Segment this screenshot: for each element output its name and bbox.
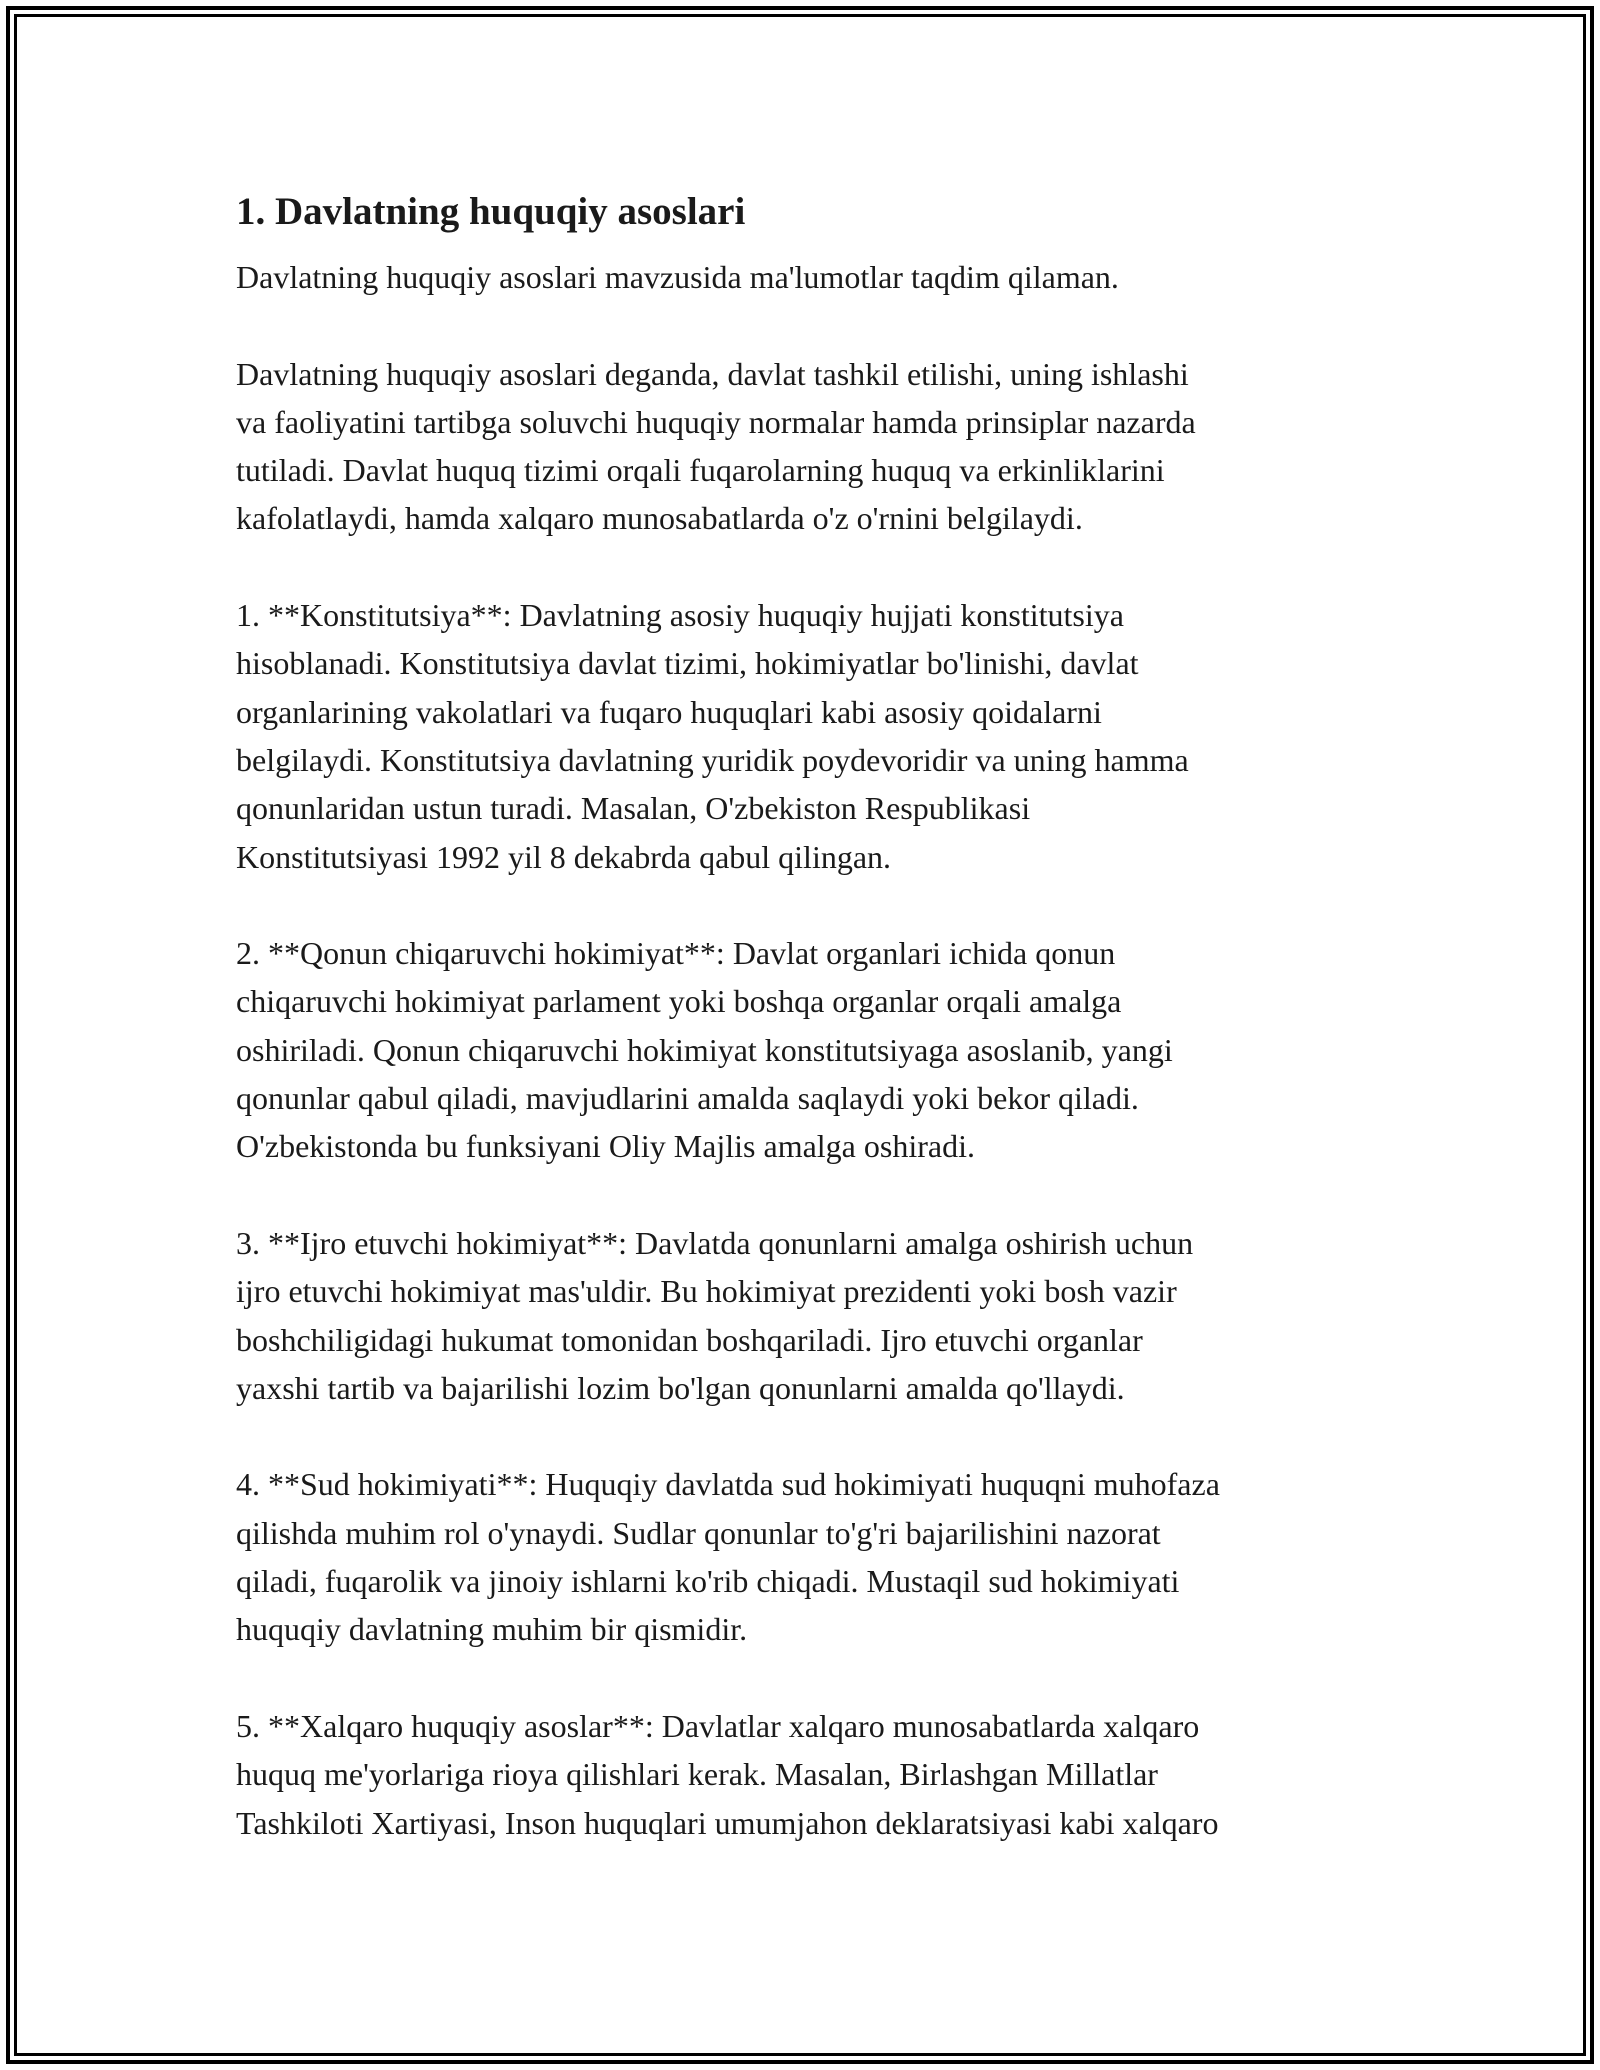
judicial-power-paragraph: 4. **Sud hokimiyati**: Huquqiy davlatda sud hokimiyati huquqni muhofaza qilishda muhim rol o'ynaydi. Sudlar qonunlar to'g'ri bajarilishini nazorat qiladi, fuqarolik va jinoiy ishlarni ko'rib chiqadi. Mustaqil sud hokimiyati huquqiy davlatning muhim bir qismidir. — [236, 1466, 1220, 1648]
document-title: 1. Davlatning huquqiy asoslari — [236, 190, 746, 233]
constitution-paragraph: 1. **Konstitutsiya**: Davlatning asosiy huquqiy hujjati konstitutsiya hisoblanadi. Konstitutsiya davlat tizimi, hokimiyatlar bo'linishi, davlat organlarining vakolatlari va fuqaro huquqlari kabi asosiy qoidalarni belgilaydi. Konstitutsiya davlatning yuridik poydevoridir va uning hamma qonunlaridan ustun turadi. Masalan, O'zbekiston Respublikasi Konstitutsiyasi 1992 yil 8 dekabrda qabul qilingan. — [236, 597, 1189, 875]
document-body — [236, 186, 1376, 1895]
definition-paragraph: Davlatning huquqiy asoslari deganda, davlat tashkil etilishi, uning ishlashi va faoliyatini tartibga soluvchi huquqiy normalar hamda prinsiplar nazarda tutiladi. Davlat huquq tizimi orqali fuqarolarning huquq va erkinliklarini kafolatlaydi, hamda xalqaro munosabatlarda o'z o'rnini belgilaydi. — [236, 355, 1196, 537]
executive-power-paragraph: 3. **Ijro etuvchi hokimiyat**: Davlatda qonunlarni amalga oshirish uchun ijro etuvchi hokimiyat mas'uldir. Bu hokimiyat prezidenti yoki bosh vazir boshchiligidagi hukumat tomonidan boshqariladi. Ijro etuvchi organlar yaxshi tartib va bajarilishi lozim bo'lgan qonunlarni amalda qo'llaydi. — [236, 1224, 1194, 1406]
legislative-power-paragraph: 2. **Qonun chiqaruvchi hokimiyat**: Davlat organlari ichida qonun chiqaruvchi hokimiyat parlament yoki boshqa organlar orqali amalga oshiriladi. Qonun chiqaruvchi hokimiyat konstitutsiyaga asoslanib, yangi qonunlar qabul qiladi, mavjudlarini amalda saqlaydi yoki bekor qiladi. O'zbekistonda bu funksiyani Oliy Majlis amalga oshiradi. — [236, 935, 1173, 1165]
intro-paragraph: Davlatning huquqiy asoslari mavzusida ma'lumotlar taqdim qilaman. — [236, 259, 1119, 295]
international-law-paragraph: 5. **Xalqaro huquqiy asoslar**: Davlatlar xalqaro munosabatlarda xalqaro huquq me'yorlariga rioya qilishlari kerak. Masalan, Birlashgan Millatlar Tashkiloti Xartiyasi, Inson huquqlari umumjahon deklaratsiyasi kabi xalqaro — [236, 1707, 1219, 1841]
